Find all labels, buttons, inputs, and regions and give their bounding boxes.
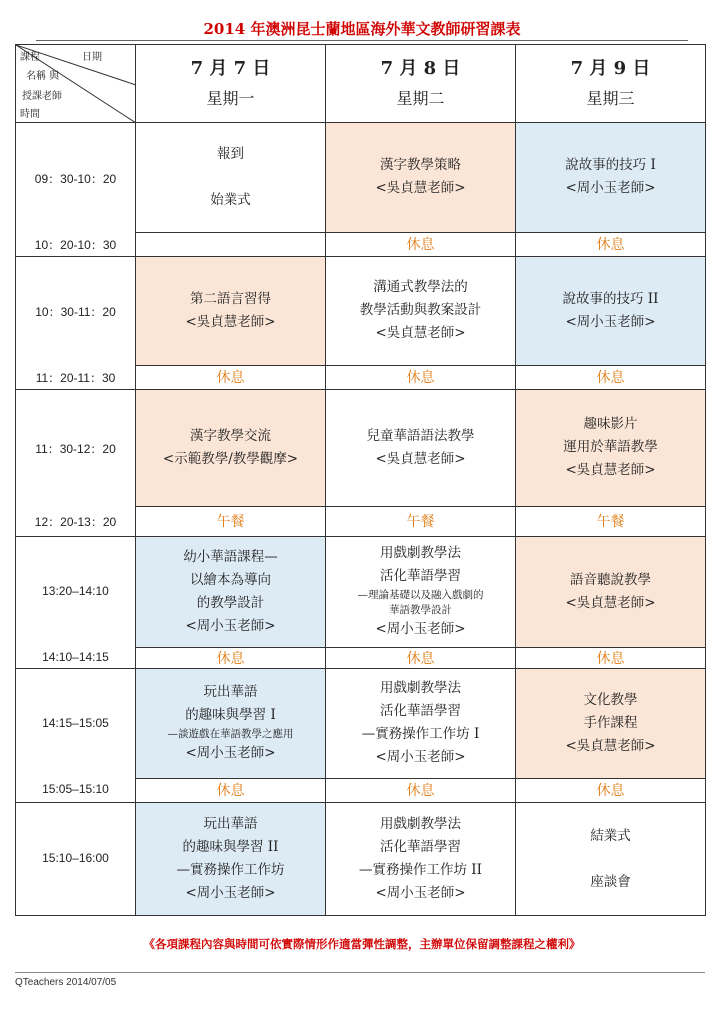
session-row — [16, 123, 706, 233]
course-line: 漢字教學交流 — [190, 427, 271, 444]
course-cell — [326, 537, 516, 648]
break-label: 休息 — [136, 647, 326, 668]
course-line: 的趣味與學習 II — [182, 839, 279, 855]
course-line: <周小玉老師> — [375, 885, 466, 901]
break-label: 休息 — [326, 778, 516, 802]
course-line: 活化華語學習 — [380, 568, 461, 585]
break-label: 休息 — [516, 647, 706, 668]
header-row — [16, 45, 706, 123]
break-label: 休息 — [516, 365, 706, 389]
break-time: 10：20-10：30 — [34, 238, 117, 252]
break-time: 14:10–14:15 — [42, 649, 109, 664]
session-row — [16, 537, 706, 648]
day-weekday: 星期二 — [396, 88, 445, 108]
course-line: <示範教學/教學觀摩> — [162, 450, 299, 467]
course-line: 的趣味與學習 I — [185, 707, 276, 724]
day-date: 7 月 8 日 — [380, 57, 461, 79]
session-time: 14:15–15:05 — [42, 715, 109, 730]
course-line: 幼小華語課程— — [183, 548, 278, 565]
day-weekday: 星期一 — [206, 88, 255, 108]
break-time: 12：20-13：20 — [34, 515, 117, 529]
title-rule — [36, 40, 688, 41]
lunch-label: 午餐 — [326, 506, 516, 536]
time-cell — [16, 390, 136, 537]
course-line: 用戲劇教學法 — [380, 680, 461, 697]
course-cell — [326, 257, 516, 366]
session-time: 15:10–16:00 — [42, 851, 109, 865]
session-time: 13:20–14:10 — [42, 584, 109, 598]
day-date: 7 月 7 日 — [190, 57, 271, 79]
course-line: <吳貞慧老師> — [375, 180, 466, 197]
course-line — [136, 166, 325, 189]
course-cell — [136, 803, 326, 916]
break-label: 休息 — [136, 365, 326, 389]
day-date: 7 月 9 日 — [570, 57, 651, 79]
course-line: <吳貞慧老師> — [565, 594, 656, 611]
course-line: <周小玉老師> — [565, 313, 656, 330]
break-label: 休息 — [326, 365, 516, 389]
course-line: 手作課程 — [583, 714, 638, 731]
schedule-body — [16, 123, 706, 916]
lunch-label: 午餐 — [136, 506, 326, 536]
session-row — [16, 669, 706, 779]
course-cell — [326, 803, 516, 916]
course-line: <周小玉老師> — [185, 885, 276, 901]
course-cell — [136, 390, 326, 507]
course-cell — [516, 257, 706, 366]
corner-time: 時間 — [20, 109, 40, 120]
course-line: 始業式 — [210, 191, 251, 208]
course-teacher: <周小玉老師> — [375, 621, 466, 638]
course-cell — [516, 669, 706, 779]
break-label: 休息 — [516, 232, 706, 256]
course-line: 教學活動與教案設計 — [359, 302, 482, 319]
course-line: 的教學設計 — [196, 594, 265, 611]
notice: 《各項課程內容與時間可依實際情形作適當彈性調整，主辦單位保留調整課程之權利》 — [143, 937, 581, 951]
course-line: 玩出華語 — [203, 816, 258, 832]
time-cell — [16, 803, 136, 916]
course-line: —實務操作工作坊 II — [359, 862, 482, 878]
time-cell — [16, 537, 136, 669]
break-label — [136, 232, 326, 256]
course-line: 第二語言習得 — [190, 290, 271, 307]
course-line: 漢字教學策略 — [380, 157, 461, 174]
course-line: 運用於華語教學 — [563, 439, 658, 456]
footer: QTeachers 2014/07/05 — [15, 977, 117, 988]
course-cell — [516, 537, 706, 648]
course-subtitle: —理論基礎以及融入戲劇的 — [357, 589, 484, 602]
course-line: 玩出華語 — [203, 684, 258, 701]
course-line: 報到 — [217, 145, 244, 162]
corner-date: 日期 — [82, 52, 102, 63]
course-line: 趣味影片 — [583, 416, 638, 433]
course-line: <吳貞慧老師> — [185, 313, 276, 330]
course-cell — [516, 123, 706, 233]
day-header-1 — [136, 45, 326, 123]
course-line — [516, 848, 705, 871]
course-line: 活化華語學習 — [380, 839, 461, 855]
time-cell — [16, 257, 136, 390]
course-line: —實務操作工作坊 — [176, 862, 285, 878]
session-time: 11：30-12：20 — [35, 442, 116, 456]
time-cell — [16, 123, 136, 257]
course-cell — [326, 669, 516, 779]
course-line: <吳貞慧老師> — [375, 450, 466, 467]
course-cell — [136, 123, 326, 233]
course-line: 以繪本為導向 — [190, 571, 271, 588]
break-label: 休息 — [516, 778, 706, 802]
course-cell — [516, 390, 706, 507]
schedule-table — [15, 44, 706, 916]
course-line: <吳貞慧老師> — [565, 737, 656, 754]
course-line: 用戲劇教學法 — [380, 545, 461, 562]
session-row — [16, 803, 706, 916]
day-weekday: 星期三 — [586, 88, 635, 108]
course-line: 溝通式教學法的 — [373, 279, 468, 296]
course-cell — [326, 123, 516, 233]
course-cell — [516, 803, 706, 916]
course-subtitle: —談遊戲在華語教學之應用 — [167, 728, 294, 741]
break-time: 11：20-11：30 — [35, 371, 116, 385]
course-teacher: <周小玉老師> — [185, 745, 276, 762]
course-line: —實務操作工作坊 I — [361, 726, 480, 743]
course-subtitle: 華語教學設計 — [389, 604, 452, 617]
course-cell — [136, 669, 326, 779]
course-line: 結業式 — [590, 827, 631, 844]
course-line: 座談會 — [590, 873, 631, 890]
day-header-3 — [516, 45, 706, 123]
corner-course: 課程 — [20, 52, 40, 63]
page-title: 2014 年澳洲昆士蘭地區海外華文教師研習課表 — [203, 20, 521, 38]
day-header-2 — [326, 45, 516, 123]
course-line: 文化教學 — [583, 691, 638, 708]
time-cell — [16, 669, 136, 803]
session-time: 09：30-10：20 — [34, 171, 117, 186]
course-line: 用戲劇教學法 — [380, 816, 461, 832]
break-label: 休息 — [326, 647, 516, 668]
course-line: 說故事的技巧 II — [562, 290, 659, 307]
session-row — [16, 257, 706, 366]
break-label: 休息 — [326, 232, 516, 256]
course-line: 兒童華語語法教學 — [366, 427, 475, 444]
break-time: 15:05–15:10 — [42, 782, 109, 796]
session-row — [16, 390, 706, 507]
course-line: 活化華語學習 — [380, 703, 461, 720]
course-line: <吳貞慧老師> — [565, 462, 656, 479]
course-line: <周小玉老師> — [565, 180, 656, 197]
footer-rule — [15, 972, 705, 973]
course-line: <吳貞慧老師> — [375, 325, 466, 342]
course-line: <周小玉老師> — [185, 617, 276, 634]
break-label: 休息 — [136, 778, 326, 802]
course-cell — [326, 390, 516, 507]
course-line: <周小玉老師> — [375, 749, 466, 766]
corner-header — [16, 45, 136, 123]
course-line: 說故事的技巧 I — [565, 157, 656, 174]
corner-teacher: 授課老師 — [22, 91, 62, 102]
course-cell — [136, 537, 326, 648]
corner-name-and: 名稱 與 — [26, 71, 60, 82]
course-line: 語音聽說教學 — [570, 571, 651, 588]
lunch-label: 午餐 — [516, 506, 706, 536]
course-cell — [136, 257, 326, 366]
session-time: 10：30-11：20 — [35, 305, 116, 319]
